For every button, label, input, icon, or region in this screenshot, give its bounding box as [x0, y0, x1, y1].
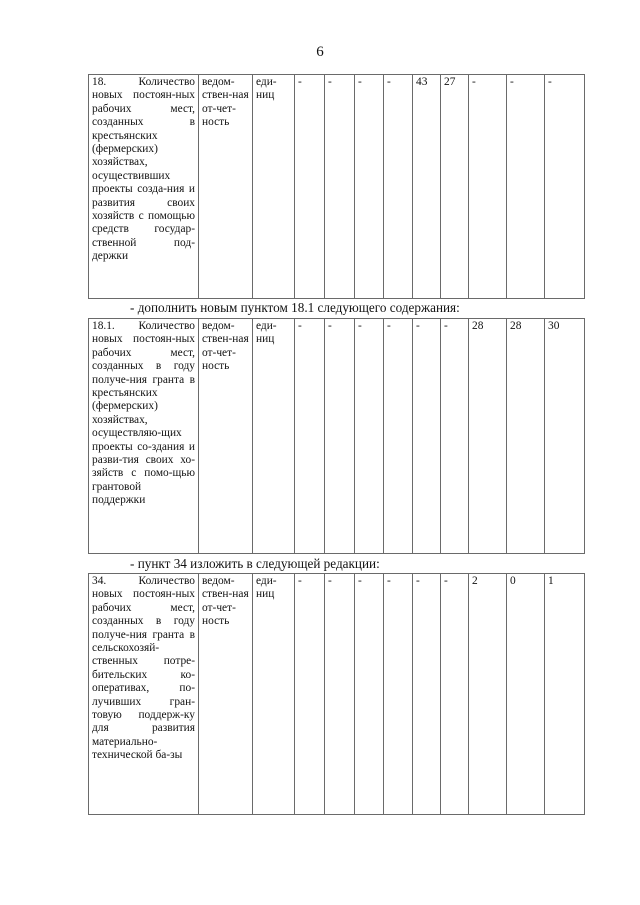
value-cell: 0: [507, 574, 545, 815]
indicator-name-cell: 18.1. Количество новых постоян-ных рабочих мест, созданных в году получе-ния гранта в крестьянских (фермерских) хозяйствах, осуществляю-щих проекты со-здания и разви-тия своих хо-зяйств с помо-щью грантовой поддержки: [89, 319, 199, 554]
value-cell: -: [384, 75, 413, 299]
amendment-instruction: - дополнить новым пунктом 18.1 следующего содержания:: [130, 300, 460, 315]
value-cell: -: [325, 75, 355, 299]
value-cell: -: [507, 75, 545, 299]
value-cell: 1: [545, 574, 585, 815]
value-cell: -: [384, 319, 413, 554]
value-cell: -: [355, 75, 384, 299]
value-cell: -: [413, 319, 441, 554]
value-cell: -: [325, 319, 355, 554]
table-row: [89, 75, 585, 299]
value-cell: -: [325, 574, 355, 815]
indicator-name-cell: 34. Количество новых постоян-ных рабочих мест, созданных в году получе-ния гранта в сельскохозяй-ственных потре-бительских ко-оперативах, по-лучивших гран-товую поддерж-ку для развития материально-технической ба-зы: [89, 574, 199, 815]
value-cell: 28: [469, 319, 507, 554]
unit-cell: еди-ниц: [253, 75, 295, 299]
value-cell: -: [441, 319, 469, 554]
table-row: [89, 319, 585, 554]
value-cell: -: [295, 574, 325, 815]
indicator-table-18: [88, 74, 585, 299]
page-number: 6: [316, 44, 324, 60]
source-cell: ведом-ствен-ная от-чет-ность: [199, 319, 253, 554]
value-cell: -: [355, 319, 384, 554]
source-cell: ведом-ствен-ная от-чет-ность: [199, 75, 253, 299]
value-cell: 28: [507, 319, 545, 554]
value-cell: -: [295, 75, 325, 299]
value-cell: -: [413, 574, 441, 815]
indicator-name-cell: 18. Количество новых постоян-ных рабочих мест, созданных в крестьянских (фермерских) хозяйствах, осуществивших проекты созда-ния и развития своих хозяйств с помощью средств государ-ственной под-держки: [89, 75, 199, 299]
value-cell: 30: [545, 319, 585, 554]
value-cell: -: [295, 319, 325, 554]
value-cell: 27: [441, 75, 469, 299]
source-cell: ведом-ствен-ная от-чет-ность: [199, 574, 253, 815]
value-cell: 43: [413, 75, 441, 299]
unit-cell: еди-ниц: [253, 319, 295, 554]
unit-cell: еди-ниц: [253, 574, 295, 815]
value-cell: -: [355, 574, 384, 815]
value-cell: -: [441, 574, 469, 815]
indicator-table-34: [88, 573, 585, 815]
value-cell: 2: [469, 574, 507, 815]
table-row: [89, 574, 585, 815]
value-cell: -: [469, 75, 507, 299]
indicator-table-18-1: [88, 318, 585, 554]
value-cell: -: [384, 574, 413, 815]
value-cell: -: [545, 75, 585, 299]
amendment-instruction: - пункт 34 изложить в следующей редакции:: [130, 556, 380, 571]
